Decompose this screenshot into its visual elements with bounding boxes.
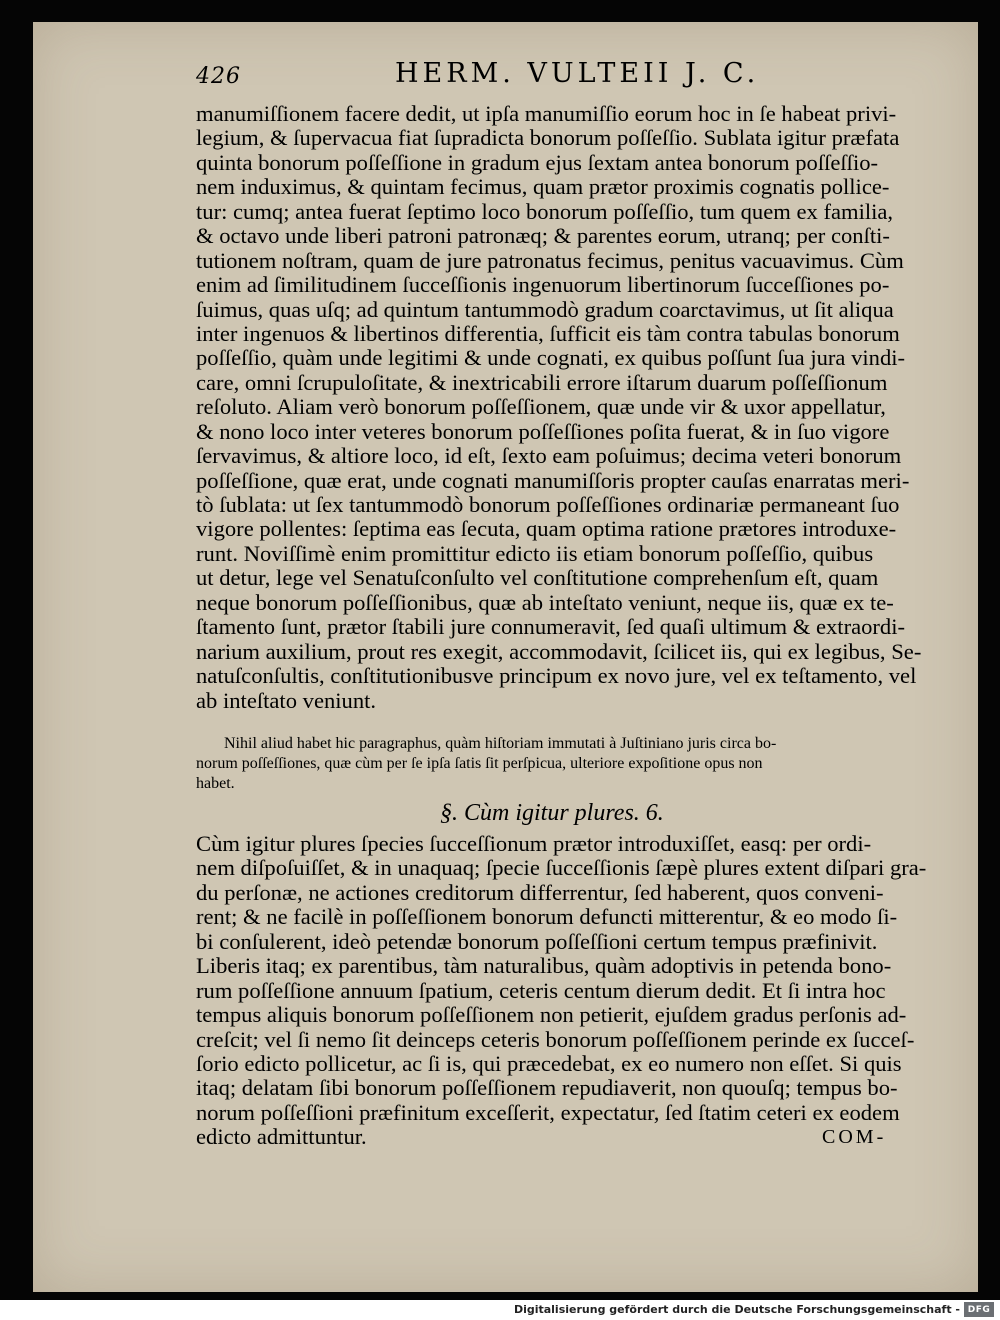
text-line: enim ad ſimilitudinem ſucceſſionis ingenuorum libertinorum ſucceſſiones po- — [196, 273, 890, 298]
text-line: nem induximus, & quintam fecimus, quam prætor proximis cognatis pollice- — [196, 175, 890, 200]
section-text-block — [196, 832, 936, 1150]
text-line: legium, & ſupervacua fiat ſupradicta bonorum poſſeſſio. Sublata igitur præfata — [196, 126, 900, 151]
text-line: natuſconſultis, conſtitutionibusve principum ex novo jure, vel ex teſtamento, vel — [196, 664, 917, 689]
text-line: du perſonæ, ne actiones creditorum differrentur, ſed haberent, quos conveni- — [196, 880, 884, 905]
text-line: tempus aliquis bonorum poſſeſſionem non petierit, ejuſdem gradus perſonis ad- — [196, 1003, 907, 1028]
text-line: tutionem noſtram, quam de jure patronatus fecimus, penitus vacuavimus. Cùm — [196, 248, 904, 273]
catchword: COM- — [822, 1126, 887, 1148]
text-line: narium auxilium, prout res exegit, accommodavit, ſcilicet iis, qui ex legibus, Se- — [196, 639, 922, 664]
text-line: neque bonorum poſſeſſionibus, quæ ab inteſtato veniunt, neque iis, quæ ex te- — [196, 590, 894, 615]
text-line: runt. Noviſſimè enim promittitur edicto iis etiam bonorum poſſeſſio, quibus — [196, 541, 874, 566]
text-line: itaq; delatam ſibi bonorum poſſeſſionem repudiaverit, non quouſq; tempus bo- — [196, 1076, 898, 1101]
text-line: bi conſulerent, ideò petendæ bonorum poſſeſſioni certum tempus præfinivit. — [196, 929, 878, 954]
text-line: quinta bonorum poſſeſſione in gradum ejus ſextam antea bonorum poſſeſſio- — [196, 150, 879, 175]
commentary-block — [196, 734, 936, 794]
footer-credit: Digitalisierung gefördert durch die Deutsche Forschungsgemeinschaft - — [513, 1303, 960, 1316]
text-line: ſuimus, quas uſq; ad quintum tantummodò gradum coarctavimus, ut ſit aliqua — [196, 297, 894, 322]
commentary-line: habet. — [196, 775, 235, 792]
text-line: & nono loco inter veteres bonorum poſſeſſiones poſita fuerat, & in ſuo vigore — [196, 419, 890, 444]
running-head: HERM. VULTEII J. C. — [395, 58, 760, 89]
section-heading: §. Cùm igitur plures. 6. — [440, 800, 664, 826]
commentary-line: norum poſſeſſiones, quæ cùm per ſe ipſa ſatis ſit perſpicua, ulteriore expoſitione opus non — [196, 755, 763, 772]
text-line: Liberis itaq; ex parentibus, tàm naturalibus, quàm adoptivis in petenda bono- — [196, 954, 892, 979]
text-line: inter ingenuos & libertinos differentia, ſufficit eis tàm contra tabulas bonorum — [196, 321, 900, 346]
page-number: 426 — [196, 64, 241, 89]
text-line: & octavo unde liberi patroni patronæq; & parentes eorum, utranq; per conſti- — [196, 224, 890, 249]
main-text-block — [196, 102, 936, 713]
text-line: tur: cumq; antea fuerat ſeptimo loco bonorum poſſeſſio, tum quem ex familia, — [196, 199, 894, 224]
text-line: tò ſublata: ut ſex tantummodò bonorum poſſeſſiones ordinariæ permaneant ſuo — [196, 493, 900, 517]
text-line: creſcit; vel ſi nemo ſit deinceps ceteris bonorum poſſeſſionem perinde ex ſucceſ- — [196, 1027, 915, 1052]
text-line: norum poſſeſſioni præfinitum exceſſerit, expectatur, ſed ſtatim ceteri ex eodem — [196, 1100, 900, 1125]
text-line: poſſeſſio, quàm unde legitimi & unde cognati, ex quibus poſſunt ſua jura vindi- — [196, 346, 906, 371]
text-line: ab inteſtato veniunt. — [196, 688, 377, 713]
text-line: vigore pollentes: ſeptima eas ſecuta, quam optima ratione prætores introduxe- — [196, 517, 897, 542]
text-line: reſoluto. Aliam verò bonorum poſſeſſionem, quæ unde vir & uxor appellatur, — [196, 395, 886, 420]
dfg-logo-icon: DFG — [964, 1302, 994, 1317]
text-line: poſſeſſione, quæ erat, unde cognati manumiſſoris propter cauſas enarratas meri- — [196, 468, 910, 493]
text-line: care, omni ſcrupuloſitate, & inextricabili errore iſtarum duarum poſſeſſionum — [196, 370, 888, 395]
text-line: ſervavimus, & altiore loco, id eſt, ſexto eam poſuimus; decima veteri bonorum — [196, 444, 902, 469]
text-line: ſtamento ſunt, prætor ſtabili jure connumeravit, ſed quaſi ultimum & extraordi- — [196, 615, 906, 640]
text-line: rent; & ne facilè in poſſeſſionem bonorum defuncti mitterentur, & eo modo ſi- — [196, 905, 898, 930]
text-line: ſorio edicto pollicetur, ac ſi is, qui præcedebat, ex eo numero non eſſet. Si quis — [196, 1051, 902, 1076]
commentary-line: Nihil aliud habet hic paragraphus, quàm hiſtoriam immutati à Juſtiniano juris circa bo- — [224, 735, 777, 752]
text-line: rum poſſeſſione annuum ſpatium, ceteris centum dierum dedit. Et ſi intra hoc — [196, 978, 886, 1003]
text-line: ut detur, lege vel Senatuſconſulto vel conſtitutione comprehenſum eſt, quam — [196, 566, 879, 591]
text-line: nem diſpoſuiſſet, & in unaquaq; ſpecie ſucceſſionis ſæpè plures extent diſpari gra- — [196, 856, 927, 881]
text-line: manumiſſionem facere dedit, ut ipſa manumiſſio eorum hoc in ſe habeat privi- — [196, 102, 897, 126]
text-line: Cùm igitur plures ſpecies ſucceſſionum prætor introduxiſſet, easq: per ordi- — [196, 832, 872, 856]
text-line: edicto admittuntur. — [196, 1125, 367, 1150]
